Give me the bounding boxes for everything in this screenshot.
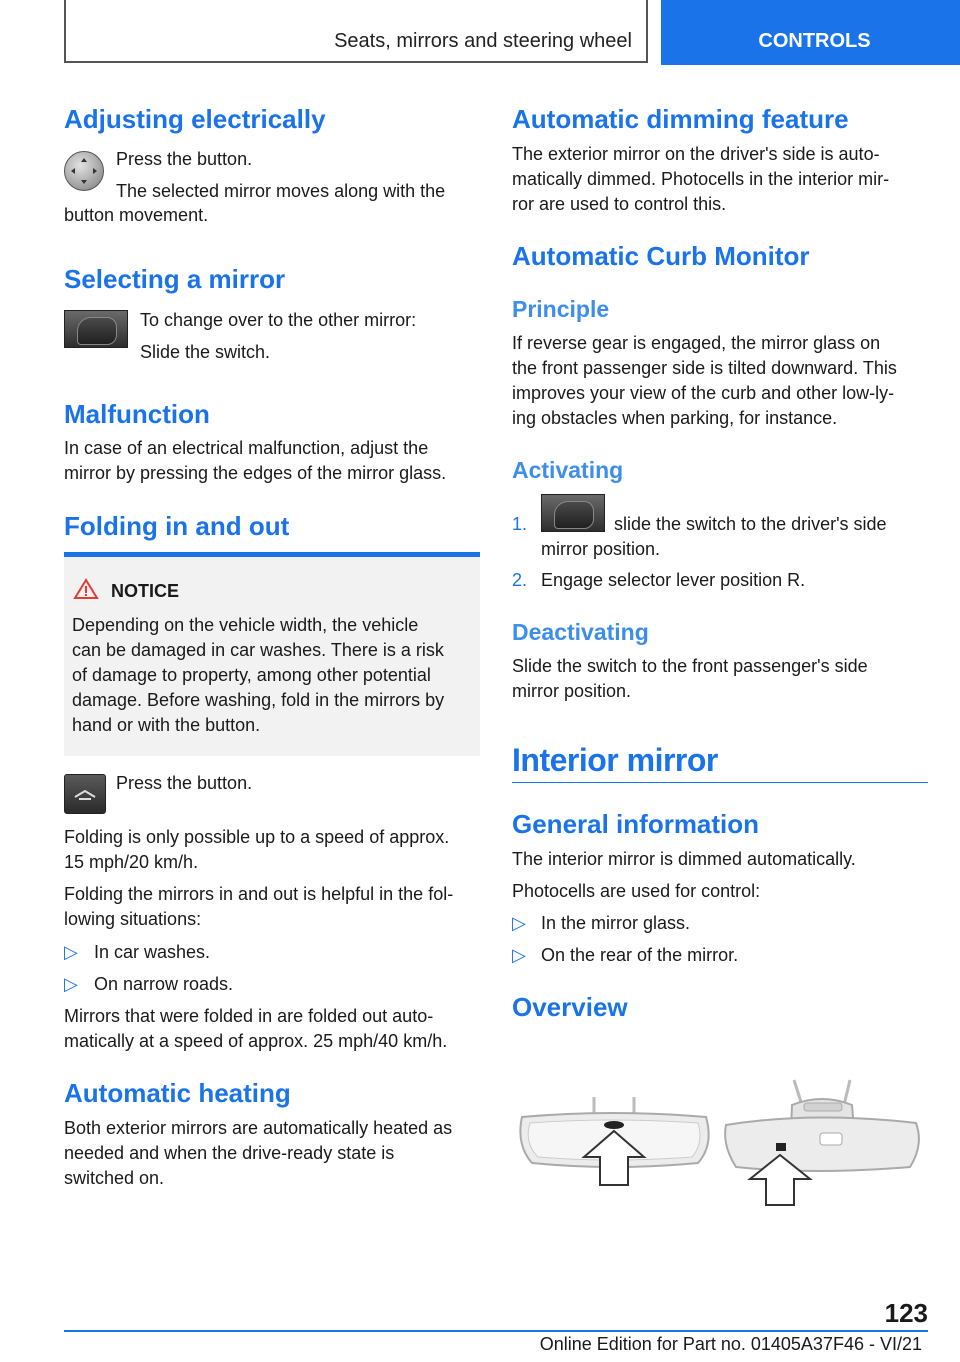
fold-press-text: Press the button. <box>116 773 253 793</box>
notice-line: hand or with the button. <box>72 715 261 735</box>
heading-malfunction: Malfunction <box>64 399 210 429</box>
heading-activating: Activating <box>512 457 624 483</box>
heading-dimming: Automatic dimming feature <box>512 104 849 134</box>
fold-auto-line: Mirrors that were folded in are folded out auto- <box>64 1006 434 1026</box>
mirror-selector-switch-icon <box>541 494 605 532</box>
step-number: 1. <box>512 514 528 534</box>
heading-folding: Folding in and out <box>64 511 290 541</box>
malfunction-line1: In case of an electrical malfunction, adjust the <box>64 438 429 458</box>
interior-mirror-illustration <box>512 1075 928 1215</box>
adjusting-line2: The selected mirror moves along with the <box>116 181 446 201</box>
step-number: 2. <box>512 570 528 590</box>
selecting-line1: To change over to the other mirror: <box>140 310 417 330</box>
page-number: 123 <box>884 1298 928 1328</box>
heading-general-information: General information <box>512 809 760 839</box>
footer-edition: Online Edition for Part no. 01405A37F46 - VI/21 <box>539 1334 922 1354</box>
heading-selecting: Selecting a mirror <box>64 264 286 294</box>
deactivating-line: Slide the switch to the front passenger's side <box>512 656 868 676</box>
photocells-line: Photocells are used for control: <box>512 881 761 901</box>
list-item: In car washes. <box>94 942 211 962</box>
adjusting-line3: button movement. <box>64 205 209 225</box>
dimming-line: matically dimmed. Photocells in the interior mir- <box>512 169 890 189</box>
deactivating-line: mirror position. <box>512 681 632 701</box>
fold-speed-line: 15 mph/20 km/h. <box>64 852 199 872</box>
warning-triangle-icon <box>73 578 99 605</box>
general-line: The interior mirror is dimmed automatically. <box>512 849 856 869</box>
malfunction-line2: mirror by pressing the edges of the mirror glass. <box>64 463 447 483</box>
principle-line: improves your view of the curb and other low-ly- <box>512 383 895 403</box>
principle-line: the front passenger side is tilted downward. This <box>512 358 897 378</box>
mirror-adjust-button-icon <box>64 151 104 191</box>
bullet-icon: ▷ <box>64 974 78 994</box>
list-item: In the mirror glass. <box>541 913 691 933</box>
notice-line: damage. Before washing, fold in the mirrors by <box>72 690 445 710</box>
chapter-tab-label: CONTROLS <box>758 30 871 52</box>
step1-text-cont: mirror position. <box>541 539 661 559</box>
heading-interior-mirror: Interior mirror <box>512 742 718 778</box>
heading-curb-monitor: Automatic Curb Monitor <box>512 241 810 271</box>
section-title: Seats, mirrors and steering wheel <box>334 30 632 52</box>
heating-line: Both exterior mirrors are automatically heated as <box>64 1118 453 1138</box>
heading-heating: Automatic heating <box>64 1078 291 1108</box>
heating-line: needed and when the drive-ready state is <box>64 1143 395 1163</box>
notice-line: can be damaged in car washes. There is a risk <box>72 640 444 660</box>
fold-helpful-line: lowing situations: <box>64 909 202 929</box>
mirror-fold-button-icon <box>64 774 106 814</box>
bullet-icon: ▷ <box>512 913 526 933</box>
chapter-tab[interactable] <box>661 0 960 65</box>
footer-rule <box>64 1330 928 1332</box>
fold-auto-line: matically at a speed of approx. 25 mph/40 km/h. <box>64 1031 448 1051</box>
heading-adjusting: Adjusting electrically <box>64 104 326 134</box>
step2-text: Engage selector lever position R. <box>541 570 806 590</box>
notice-line: of damage to property, among other potential <box>72 665 431 685</box>
principle-line: ing obstacles when parking, for instance. <box>512 408 838 428</box>
dimming-line: The exterior mirror on the driver's side is auto- <box>512 144 880 164</box>
fold-speed-line: Folding is only possible up to a speed of approx. <box>64 827 450 847</box>
principle-line: If reverse gear is engaged, the mirror glass on <box>512 333 881 353</box>
mirror-selector-switch-icon <box>64 310 128 348</box>
dimming-line: ror are used to control this. <box>512 194 727 214</box>
header-section-box <box>64 0 648 63</box>
heading-principle: Principle <box>512 296 610 322</box>
heating-line: switched on. <box>64 1168 165 1188</box>
adjusting-line1: Press the button. <box>116 149 253 169</box>
bullet-icon: ▷ <box>512 945 526 965</box>
step1-text: slide the switch to the driver's side <box>614 514 887 534</box>
list-item: On the rear of the mirror. <box>541 945 739 965</box>
heading-overview: Overview <box>512 992 628 1022</box>
notice-title: NOTICE <box>111 581 180 601</box>
heading-deactivating: Deactivating <box>512 619 649 645</box>
fold-helpful-line: Folding the mirrors in and out is helpful in the fol- <box>64 884 454 904</box>
list-item: On narrow roads. <box>94 974 234 994</box>
selecting-line2: Slide the switch. <box>140 342 271 362</box>
notice-line: Depending on the vehicle width, the vehicle <box>72 615 419 635</box>
heading-rule <box>512 782 928 783</box>
notice-accent-bar <box>64 552 480 557</box>
bullet-icon: ▷ <box>64 942 78 962</box>
